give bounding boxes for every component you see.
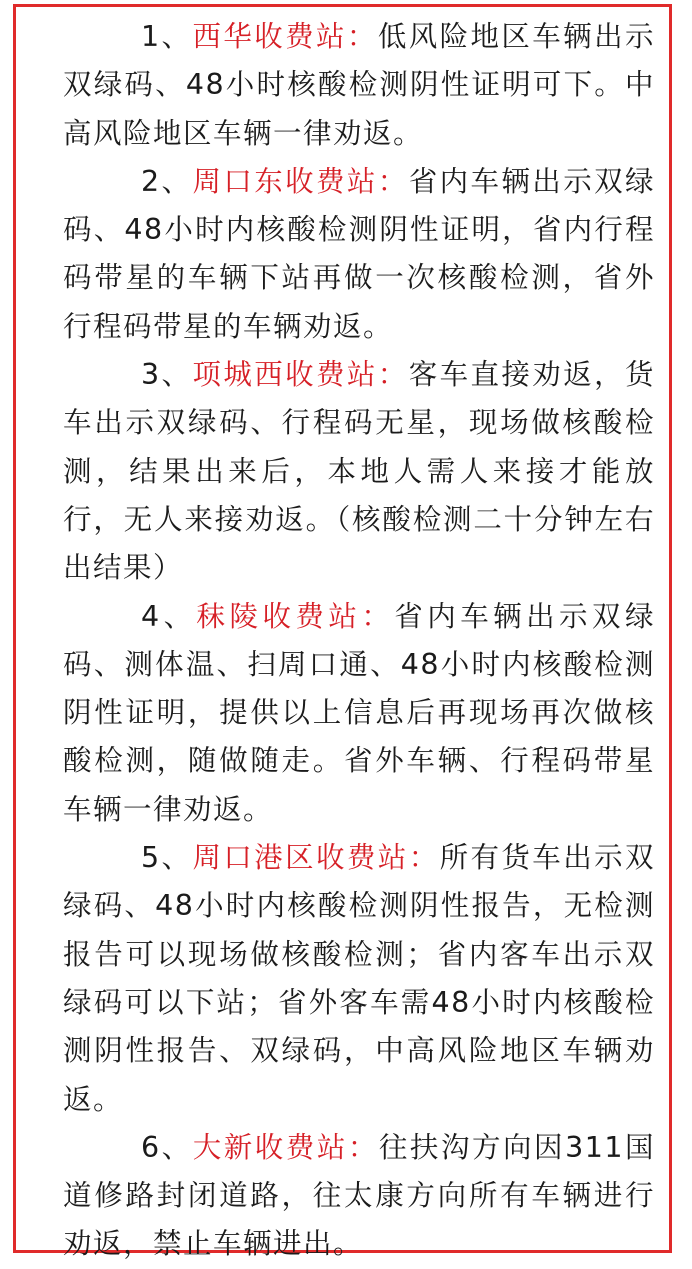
notice-item-6 [63,1124,655,1269]
item-text: 省内车辆出示双绿码、48小时内核酸检测阴性证明，省内行程码带星的车辆下站再做一次核酸检测，省外行程码带星的车辆劝返。 [63,164,655,343]
notice-item-3 [63,351,655,592]
item-number: 6、 [141,1130,193,1164]
station-name: 周口港区收费站： [192,841,440,875]
item-text: 往扶沟方向因311国道修路封闭道路，往太康方向所有车辆进行劝返，禁止车辆进出。 [63,1130,655,1261]
notice-content [63,13,655,1269]
station-name: 秣陵收费站： [196,599,395,633]
station-name: 西华收费站： [192,20,378,53]
item-number: 3、 [141,358,193,392]
item-number: 5、 [141,841,193,875]
item-number: 2、 [141,164,193,198]
item-text: 客车直接劝返，货车出示双绿码、行程码无星，现场做核酸检测，结果出来后，本地人需人来接才能放行，无人来接劝返。（核酸检测二十分钟左右出结果） [63,358,655,585]
notice-item-2 [63,158,655,351]
notice-item-4 [63,593,655,834]
item-text: 低风险地区车辆出示双绿码、48小时核酸检测阴性证明可下。中高风险地区车辆一律劝返。 [63,20,655,150]
item-number: 1、 [141,20,193,53]
station-name: 项城西收费站： [192,358,409,392]
station-name: 周口东收费站： [192,164,409,198]
notice-item-1 [63,13,655,158]
document-frame [13,4,672,1261]
notice-item-5 [63,834,655,1124]
item-text: 省内车辆出示双绿码、测体温、扫周口通、48小时内核酸检测阴性证明，提供以上信息后再现场再次做核酸检测，随做随走。省外车辆、行程码带星车辆一律劝返。 [63,599,655,826]
station-name: 大新收费站： [192,1130,379,1164]
item-number: 4、 [141,599,197,633]
item-text: 所有货车出示双绿码、48小时内核酸检测阴性报告，无检测报告可以现场做核酸检测；省内客车出示双绿码可以下站；省外客车需48小时内核酸检测阴性报告、双绿码，中高风险地区车辆劝返。 [63,841,655,1116]
